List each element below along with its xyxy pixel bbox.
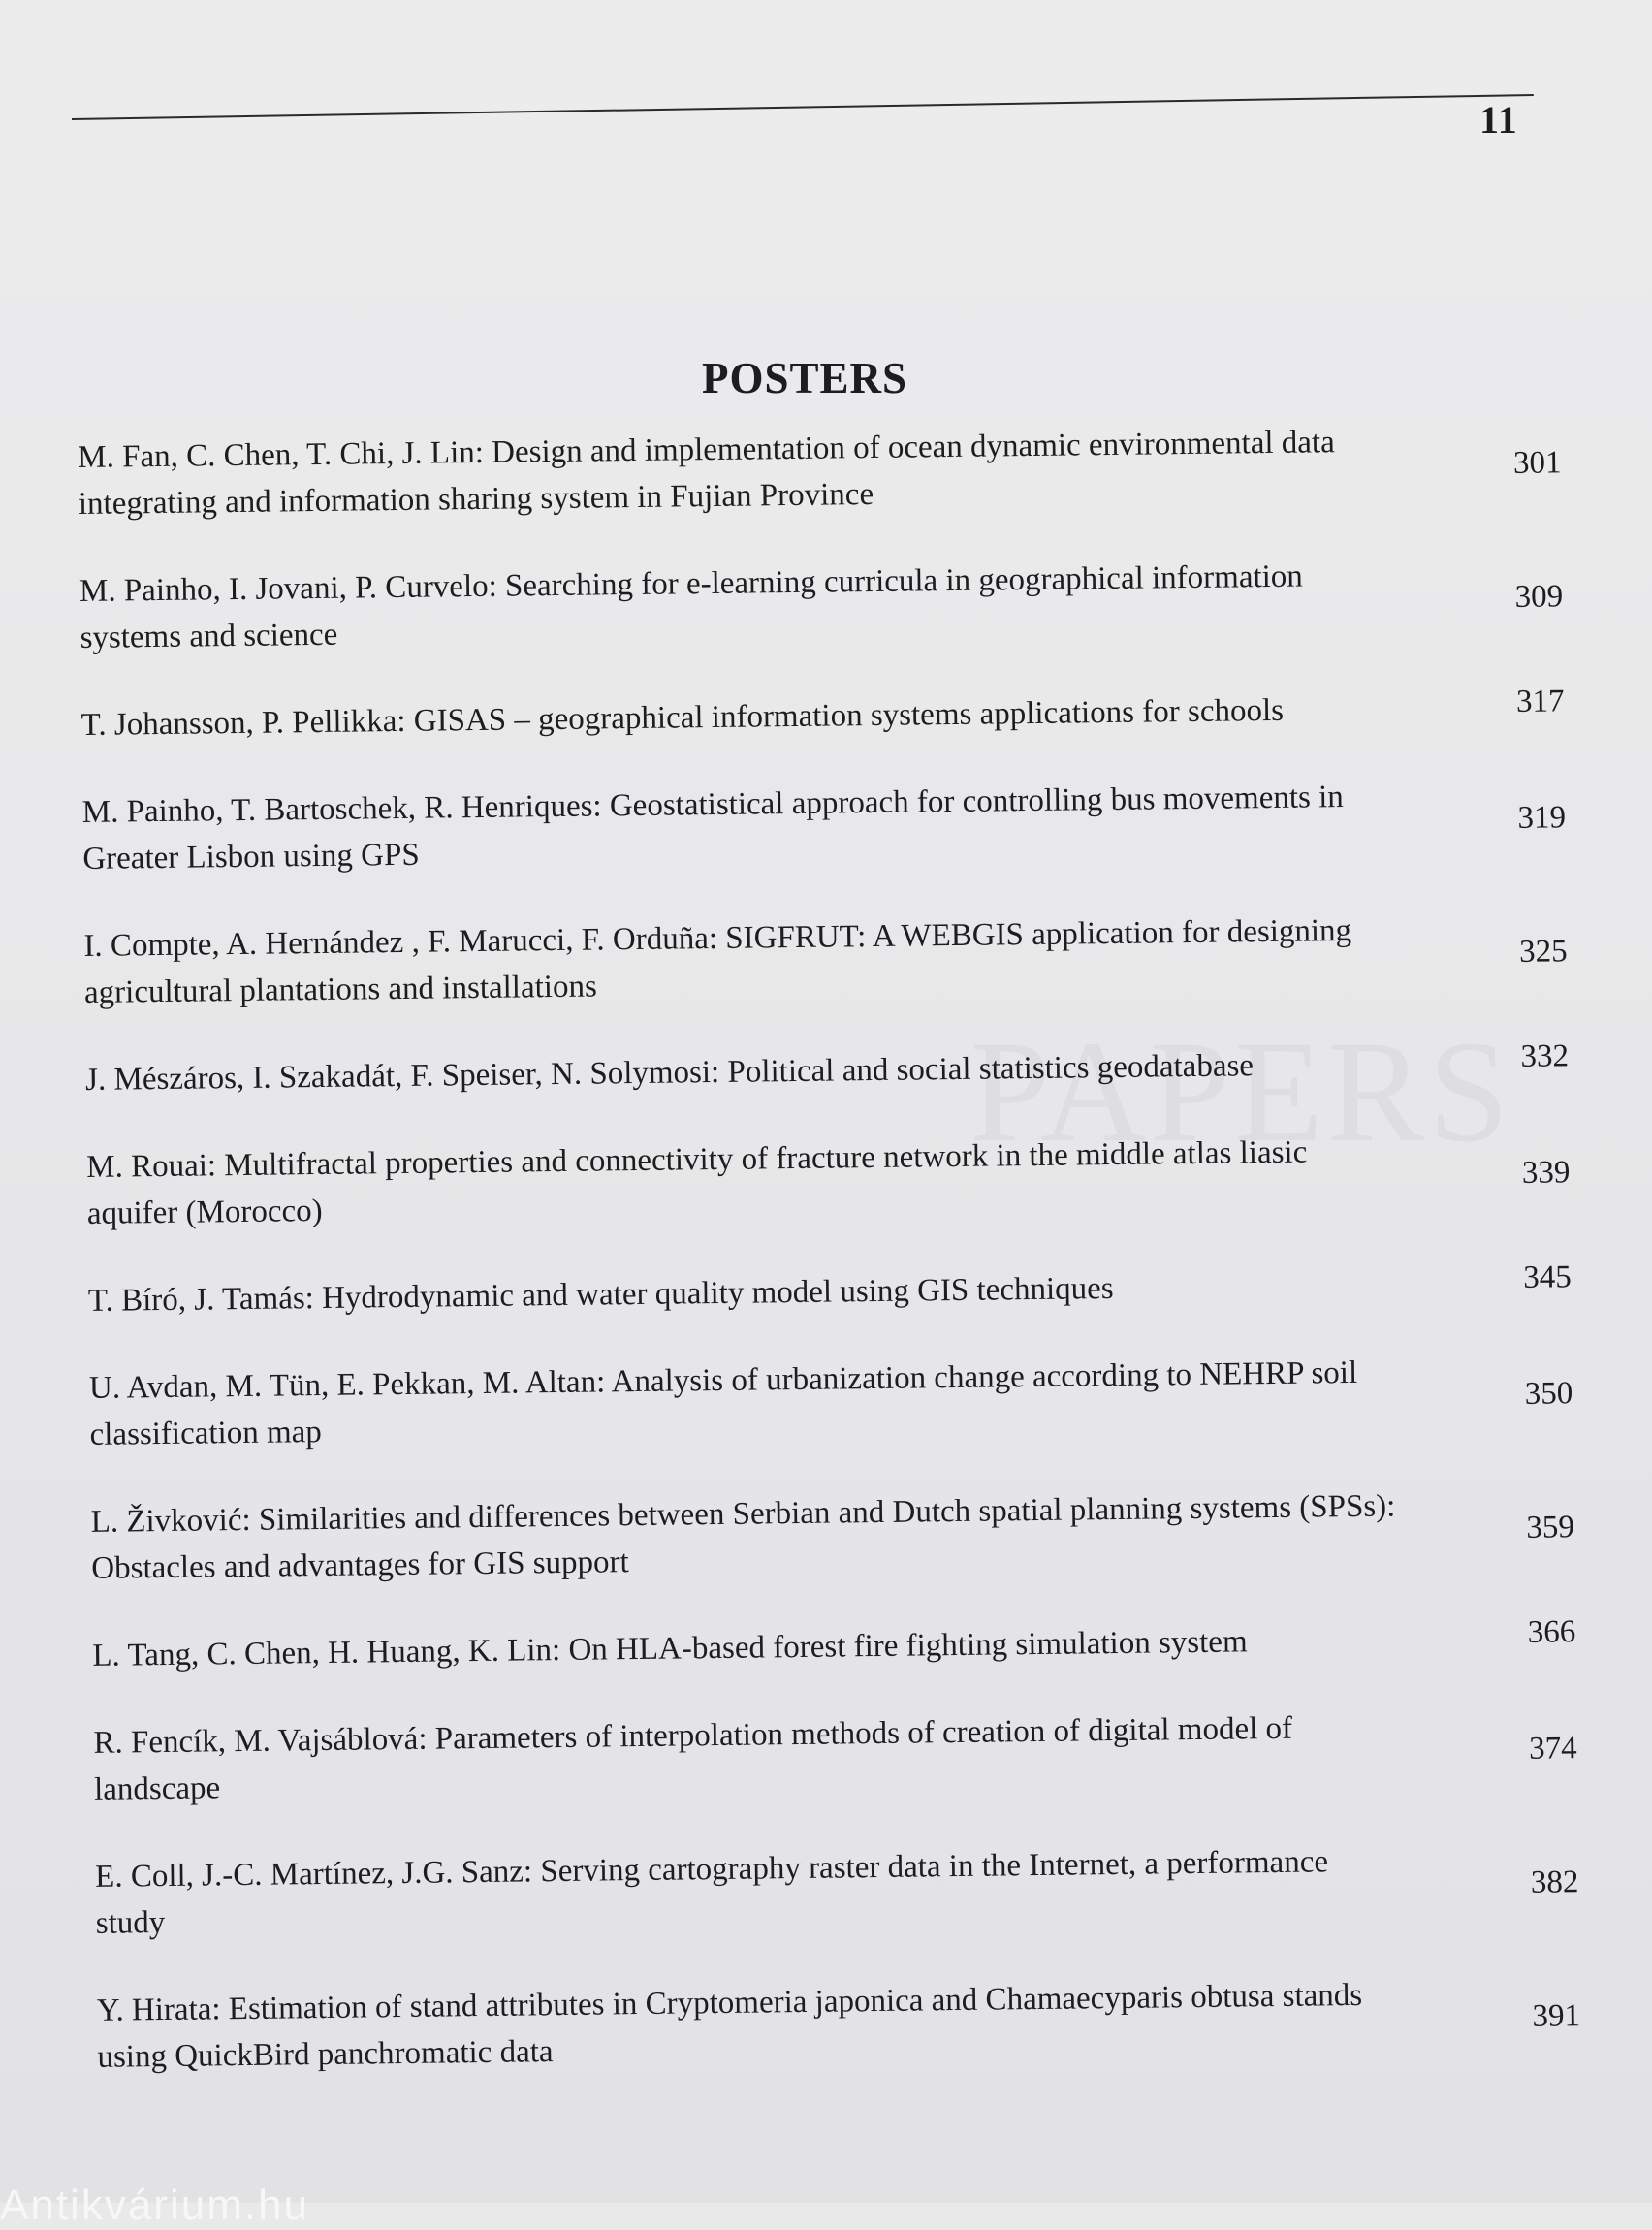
- entry-title-line1: L. Živković: Similarities and differences between Serbian and Dutch spatial planning systems (SPSs):: [90, 1488, 1396, 1540]
- entry-page-number: 332: [1520, 1038, 1570, 1074]
- background-watermark-text: PAPERS: [969, 1011, 1513, 1172]
- entry-title-line1: M. Painho, T. Bartoschek, R. Henriques: Geostatistical approach for controlling bus movements in: [81, 780, 1345, 830]
- entry-page-number: 366: [1527, 1614, 1576, 1650]
- page-number: 11: [1479, 98, 1518, 142]
- entry-title-line2: aquifer (Morocco): [86, 1193, 323, 1231]
- entry-title-line1: M. Rouai: Multifractal properties and connectivity of fracture network in the middle atlas liasic: [86, 1134, 1308, 1185]
- entry-title: [90, 1481, 1574, 1592]
- entry-page-number: 359: [1526, 1510, 1575, 1545]
- entry-title-line2: systems and science: [79, 617, 338, 655]
- entry-title-line1: E. Coll, J.-C. Martínez, J.G. Sanz: Serving cartography raster data in the Internet, a performance: [94, 1844, 1329, 1895]
- entry-title: [95, 1835, 1579, 1947]
- entry-title: [86, 1126, 1571, 1237]
- entry-title-line2: landscape: [93, 1770, 221, 1807]
- toc-entry: [86, 1126, 1571, 1237]
- header-rule: [72, 94, 1534, 120]
- entry-title-line1: U. Avdan, M. Tün, E. Pekkan, M. Altan: Analysis of urbanization change according to NEHRP soil: [88, 1354, 1358, 1406]
- entry-title-line1: Y. Hirata: Estimation of stand attributes in Cryptomeria japonica and Chamaecyparis obtusa stands: [96, 1977, 1363, 2028]
- toc-entry: [97, 1969, 1581, 2081]
- table-of-contents: [78, 416, 1581, 2081]
- entry-title: [78, 416, 1562, 527]
- toc-entry: [80, 684, 1564, 749]
- toc-entry: [89, 1347, 1573, 1458]
- toc-entry: [93, 1702, 1577, 1813]
- entry-page-number: 319: [1517, 800, 1567, 836]
- entry-title: [88, 1259, 1572, 1324]
- entry-title-line1: R. Fencík, M. Vajsáblová: Parameters of interpolation methods of creation of digital model of: [93, 1710, 1293, 1761]
- entry-title-line1: M. Painho, I. Jovani, P. Curvelo: Searching for e-learning curricula in geographical information: [79, 558, 1304, 609]
- entry-title-line1: L. Tang, C. Chen, H. Huang, K. Lin: On HLA-based forest fire fighting simulation system: [92, 1624, 1248, 1673]
- entry-title: [81, 771, 1566, 882]
- toc-entry: [78, 416, 1562, 527]
- entry-title: [93, 1702, 1577, 1813]
- entry-page-number: 301: [1512, 445, 1562, 481]
- entry-page-number: 325: [1518, 934, 1568, 970]
- entry-title-line2: Obstacles and advantages for GIS support: [91, 1545, 629, 1586]
- toc-entry: [88, 1259, 1572, 1324]
- entry-title: [97, 1969, 1581, 2081]
- entry-page-number: 317: [1515, 684, 1565, 719]
- entry-title-line1: J. Mészáros, I. Szakadát, F. Speiser, N. Solymosi: Political and social statistics geodatabase: [84, 1048, 1255, 1098]
- toc-entry: [85, 1038, 1569, 1103]
- entry-title: [79, 550, 1564, 661]
- entry-title: [92, 1614, 1575, 1679]
- toc-entry: [81, 771, 1566, 882]
- entry-page-number: 345: [1523, 1259, 1572, 1295]
- entry-page-number: 350: [1524, 1376, 1573, 1412]
- entry-title: [83, 905, 1568, 1016]
- entry-title-line2: using QuickBird panchromatic data: [97, 2034, 554, 2075]
- entry-title-line1: T. Bíró, J. Tamás: Hydrodynamic and water quality model using GIS techniques: [87, 1271, 1114, 1319]
- toc-entry: [90, 1481, 1574, 1592]
- entry-title-line2: Greater Lisbon using GPS: [82, 837, 420, 876]
- entry-page-number: 339: [1521, 1155, 1571, 1191]
- entry-page-number: 391: [1532, 1998, 1581, 2034]
- entry-title-line1: I. Compte, A. Hernández , F. Marucci, F. Orduña: SIGFRUT: A WEBGIS application for designing: [83, 912, 1352, 964]
- entry-title-line2: study: [95, 1905, 166, 1941]
- entry-title-line2: classification map: [89, 1415, 322, 1452]
- entry-title-line1: M. Fan, C. Chen, T. Chi, J. Lin: Design and implementation of ocean dynamic environmental data: [78, 425, 1335, 475]
- entry-title: [89, 1347, 1573, 1458]
- entry-page-number: 374: [1528, 1731, 1577, 1767]
- entry-title: [80, 684, 1564, 749]
- entry-title-line2: agricultural plantations and installations: [83, 969, 598, 1010]
- entry-page-number: 382: [1530, 1864, 1579, 1900]
- toc-entry: [79, 550, 1564, 661]
- section-title: POSTERS: [701, 354, 908, 402]
- entry-page-number: 309: [1514, 579, 1564, 615]
- toc-entry: [95, 1835, 1579, 1947]
- entry-title-line2: integrating and information sharing system in Fujian Province: [78, 476, 874, 522]
- toc-entry: [92, 1614, 1575, 1679]
- footer-watermark: Antikvárium.hu: [0, 2182, 310, 2229]
- toc-entry: [83, 905, 1568, 1016]
- entry-title-line1: T. Johansson, P. Pellikka: GISAS – geographical information systems applications for schools: [80, 692, 1285, 743]
- entry-title: [85, 1038, 1569, 1103]
